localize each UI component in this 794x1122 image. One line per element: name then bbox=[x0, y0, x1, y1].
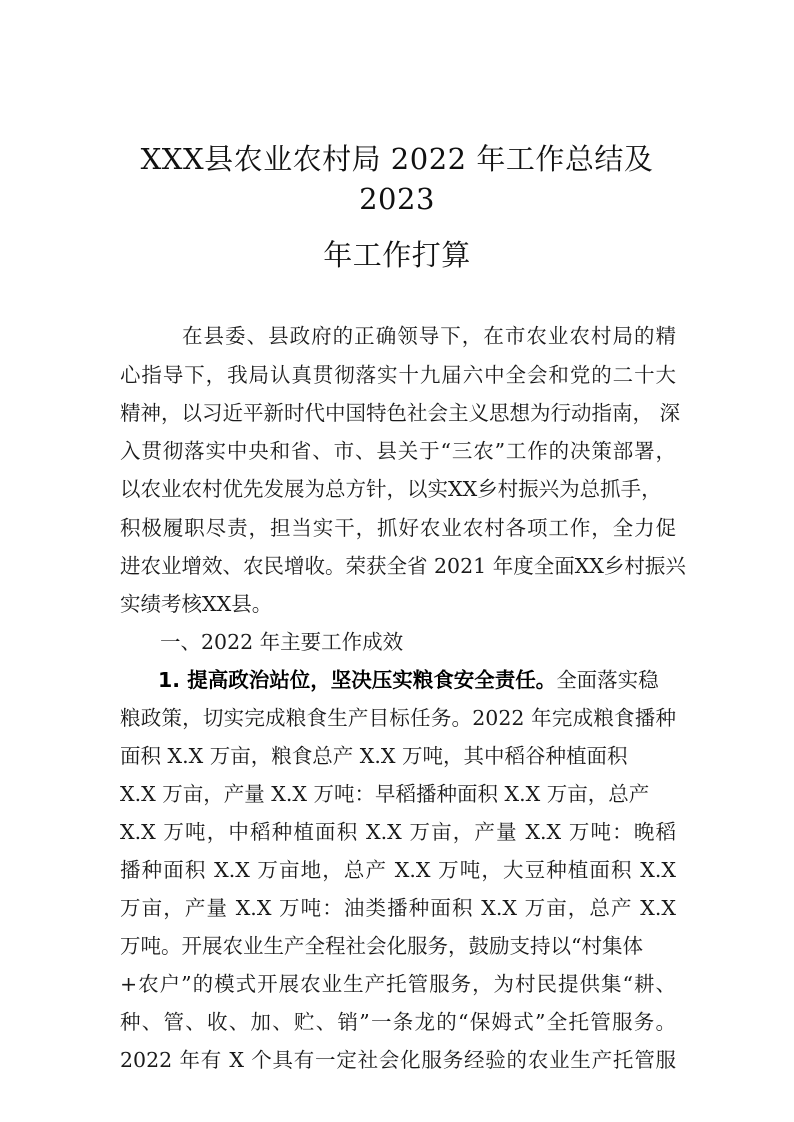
paragraph-line: 精神，以习近平新时代中国特色社会主义思想为行动指南， 深 bbox=[120, 401, 681, 425]
item-1-heading: 1. 提高政治站位，坚决压实粮食安全责任。 bbox=[158, 668, 557, 692]
item-1-text: 全面落实稳 bbox=[556, 668, 659, 692]
paragraph-line: 播种面积 X.X 万亩地，总产 X.X 万吨，大豆种植面积 X.X bbox=[120, 858, 676, 882]
paragraph-line: 在县委、县政府的正确领导下，在市农业农村局的精 bbox=[182, 324, 676, 348]
paragraph-line: 万亩，产量 X.X 万吨：油类播种面积 X.X 万亩，总产 X.X bbox=[120, 896, 676, 920]
document-title-line-1: XXX县农业农村局 2022 年工作总结及 bbox=[140, 142, 654, 176]
paragraph-line: X.X 万亩，产量 X.X 万吨：早稻播种面积 X.X 万亩，总产 bbox=[120, 782, 650, 806]
paragraph-line: 积极履职尽责，担当实干，抓好农业农村各项工作，全力促 bbox=[120, 516, 676, 540]
paragraph-line: 实绩考核XX县。 bbox=[120, 592, 273, 616]
paragraph-line: 入贯彻落实中央和省、市、县关于“三农”工作的决策部署， bbox=[120, 439, 676, 463]
paragraph-line: 心指导下，我局认真贯彻落实十九届六中全会和党的二十大 bbox=[120, 363, 676, 387]
paragraph-line: X.X 万吨，中稻种植面积 X.X 万亩，产量 X.X 万吨：晚稻 bbox=[120, 820, 676, 844]
document-title-line-2: 2023 bbox=[359, 182, 435, 216]
paragraph-line: 面积 X.X 万亩，粮食总产 X.X 万吨，其中稻谷种植面积 bbox=[120, 744, 628, 768]
document-title-line-3: 年工作打算 bbox=[323, 238, 471, 272]
paragraph-line: +农户”的模式开展农业生产托管服务，为村民提供集“耕、 bbox=[120, 972, 676, 996]
paragraph-line: 粮政策，切实完成粮食生产目标任务。2022 年完成粮食播种 bbox=[120, 706, 676, 730]
paragraph-line: 2022 年有 X 个具有一定社会化服务经验的农业生产托管服 bbox=[120, 1048, 676, 1072]
paragraph-line: 万吨。开展农业生产全程社会化服务，鼓励支持以“村集体 bbox=[120, 934, 643, 958]
paragraph-line: 种、管、收、加、贮、销”一条龙的“保姆式”全托管服务。 bbox=[120, 1010, 676, 1034]
section-heading: 一、2022 年主要工作成效 bbox=[160, 630, 404, 654]
paragraph-line: 以农业农村优先发展为总方针，以实XX乡村振兴为总抓手， bbox=[120, 477, 662, 501]
item-1-line bbox=[158, 665, 678, 695]
paragraph-line: 进农业增效、农民增收。荣获全省 2021 年度全面XX乡村振兴 bbox=[120, 554, 686, 578]
